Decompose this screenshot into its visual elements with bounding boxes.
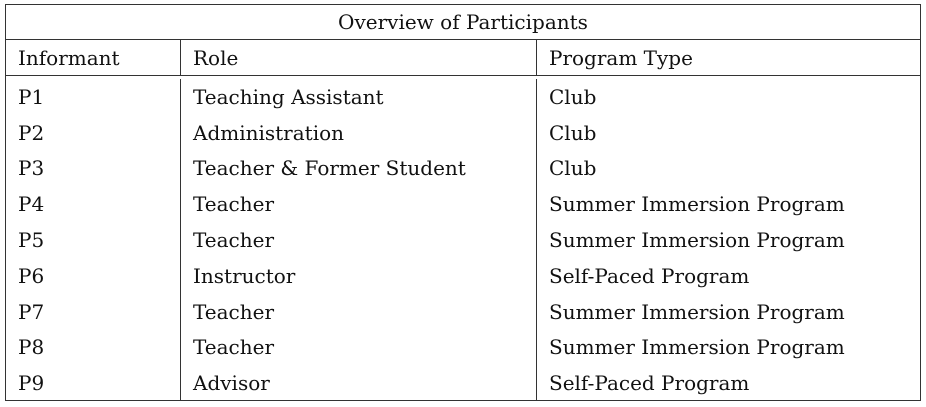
- informant-cell: P5: [6, 222, 181, 258]
- role-cell: Administration: [181, 115, 537, 151]
- program-type-cell: Summer Immersion Program: [549, 299, 845, 324]
- informant-cell: P1: [6, 79, 181, 115]
- program-type-cell: Summer Immersion Program: [549, 335, 845, 360]
- role-cell: Teacher: [181, 222, 537, 258]
- informant-cell: P9: [6, 365, 181, 401]
- role-cell: Teacher: [181, 330, 537, 366]
- program-type-cell: Club: [549, 84, 597, 109]
- informant-cell: P3: [6, 151, 181, 187]
- informant-cell: P6: [6, 258, 181, 294]
- table-row: [6, 222, 920, 258]
- header-program-type: Program Type: [549, 45, 693, 70]
- header-informant: Informant: [6, 40, 181, 75]
- informant-cell: P2: [6, 115, 181, 151]
- table-row: [6, 294, 920, 330]
- program-type-cell: Self-Paced Program: [549, 371, 750, 396]
- role-cell: Teaching Assistant: [181, 79, 537, 115]
- program-type-cell: Club: [549, 156, 597, 181]
- program-type-cell: Summer Immersion Program: [549, 228, 845, 253]
- role-cell: Teacher: [181, 186, 537, 222]
- participants-table: [5, 4, 921, 401]
- role-cell: Teacher & Former Student: [181, 151, 537, 187]
- header-role: Role: [181, 40, 537, 75]
- table-row: [6, 186, 920, 222]
- program-type-cell: Club: [549, 120, 597, 145]
- table-body: [6, 76, 920, 401]
- role-cell: Advisor: [181, 365, 537, 401]
- table-row: [6, 151, 920, 187]
- informant-cell: P4: [6, 186, 181, 222]
- table-header-row: [6, 40, 920, 76]
- table-row: [6, 258, 920, 294]
- table-row: [6, 365, 920, 401]
- table-row: [6, 330, 920, 366]
- program-type-cell: Summer Immersion Program: [549, 192, 845, 217]
- table-caption: Overview of Participants: [6, 5, 920, 40]
- table-row: [6, 115, 920, 151]
- table-row: [6, 79, 920, 115]
- informant-cell: P7: [6, 294, 181, 330]
- role-cell: Instructor: [181, 258, 537, 294]
- program-type-cell: Self-Paced Program: [549, 263, 750, 288]
- role-cell: Teacher: [181, 294, 537, 330]
- informant-cell: P8: [6, 330, 181, 366]
